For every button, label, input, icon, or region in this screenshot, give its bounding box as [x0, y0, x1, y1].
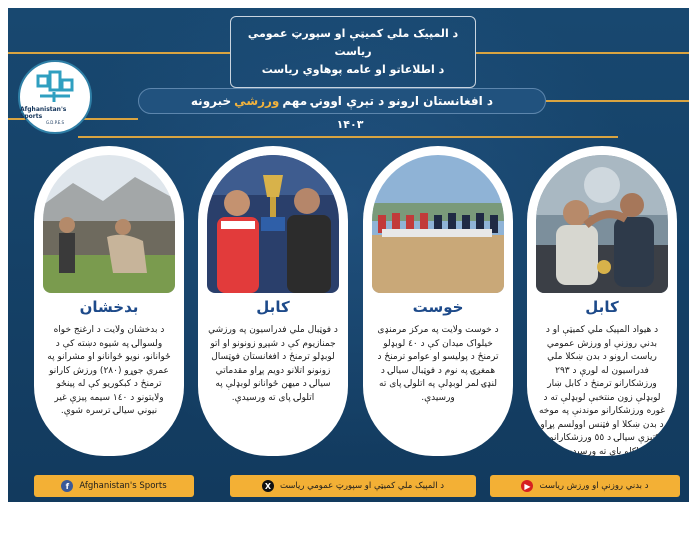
city-title: کابل — [585, 298, 619, 316]
news-description: د خوست ولایت په مرکز مرمنډی خیلواک میدان کې د ٤٠ لوبډلو ترمنځ د پولیسو او عوامو ترمنځ د همغږۍ په نوم د فوټبال سیالۍ د لنډۍ لمر لوبډلې په اتلولۍ پای ته ورسیدې. — [377, 325, 499, 403]
footer-twitter[interactable] — [230, 475, 476, 497]
news-card-kabul-bodybuilding — [527, 146, 677, 456]
news-description: د هیواد المپیک ملي کمیټې او د بدني روزنې او ورزش عمومي ریاست ارونو د بدن ښکلا ملي فدراسیون له لورې د ۲۹۳ ورزشکارانو ترمنځ د کابل ښار لوبډلې زون منتخبې لوبډلې ته د غوره ورزشکارانو موندنې په موخه د بدن ښکلا او فټنس اوولسم پړاو ټاکتیزې سیالۍ د ٥٥ ورزشکارانو په ټاکلو پای ته ورسیدې. — [538, 325, 666, 456]
city-title: بدخشان — [79, 298, 139, 316]
city-title: خوست — [412, 298, 464, 316]
banner-text-before: د افغانستان ارونو د تېرې اوونۍ مهم — [282, 94, 494, 108]
news-banner — [138, 88, 546, 114]
decor-line-top-right — [476, 52, 689, 54]
facebook-icon: f — [61, 480, 73, 492]
header-title-box — [230, 16, 476, 88]
afghanistan-sports-logo — [18, 60, 92, 134]
news-card-khost-football — [363, 146, 513, 456]
photo-futsal-trophy — [207, 155, 339, 293]
logo-name: Afghanistan's Sports — [20, 105, 67, 120]
youtube-label: د بدني روزنې او ورزش ریاست — [539, 481, 649, 491]
city-title: کابل — [256, 298, 290, 316]
decor-line-right — [546, 100, 689, 102]
banner-text-after: خبرونه — [190, 94, 232, 108]
logo-subtitle: G.D.P.E.S — [45, 119, 65, 125]
news-description: د فوټبال ملي فدراسیون په ورزشي جمنازیوم کې د شپږو زونونو او اتو لوبډلو ترمنځ د افغانستان فوټسال زونونو اتلانو دویم پړاو مقدماتي سیالۍ د میهن ځوانانو لوبډلې په اتلولۍ پای ته ورسیدې. — [208, 325, 338, 403]
logo-mark-icon — [34, 70, 76, 104]
header-line-2: د اطلاعاتو او عامه پوهاوي ریاست — [261, 63, 445, 76]
x-twitter-icon: X — [262, 480, 274, 492]
twitter-label: د المپیک ملي کمیټې او سپورټ عمومي ریاست — [279, 481, 445, 491]
footer-facebook[interactable] — [34, 475, 194, 497]
decor-line-mid — [78, 136, 618, 138]
photo-bodybuilding-award — [536, 155, 668, 293]
facebook-label: Afghanistan's Sports — [79, 481, 167, 491]
header-line-1: د المپیک ملي کمیټې او سپورټ عمومي ریاست — [247, 27, 459, 58]
year-label: ۱۴۰۳ — [336, 118, 364, 131]
news-card-badakhshan-wrestling — [34, 146, 184, 456]
footer-youtube[interactable] — [490, 475, 680, 497]
photo-football-team — [372, 155, 504, 293]
banner-highlight: ورزشي — [234, 94, 280, 108]
poster-canvas — [8, 8, 689, 502]
news-card-kabul-futsal — [198, 146, 348, 456]
decor-line-top — [8, 52, 230, 54]
photo-wrestling-match — [43, 155, 175, 293]
youtube-icon: ▶ — [521, 480, 533, 492]
news-description: د بدخشان ولایت د ارغنج خواه ولسوالۍ په شیوه دښته کې د ځوانانو، نویو ځوانانو او مشرانو په عمري جوړو (۲۸۰) ورزش کارانو ترمنځ د کبکوریو کې له پینځو ولایتونو د ١٤٠ سیمه پیزې غیر نیوني سیالۍ ترسره شوې. — [47, 325, 171, 416]
